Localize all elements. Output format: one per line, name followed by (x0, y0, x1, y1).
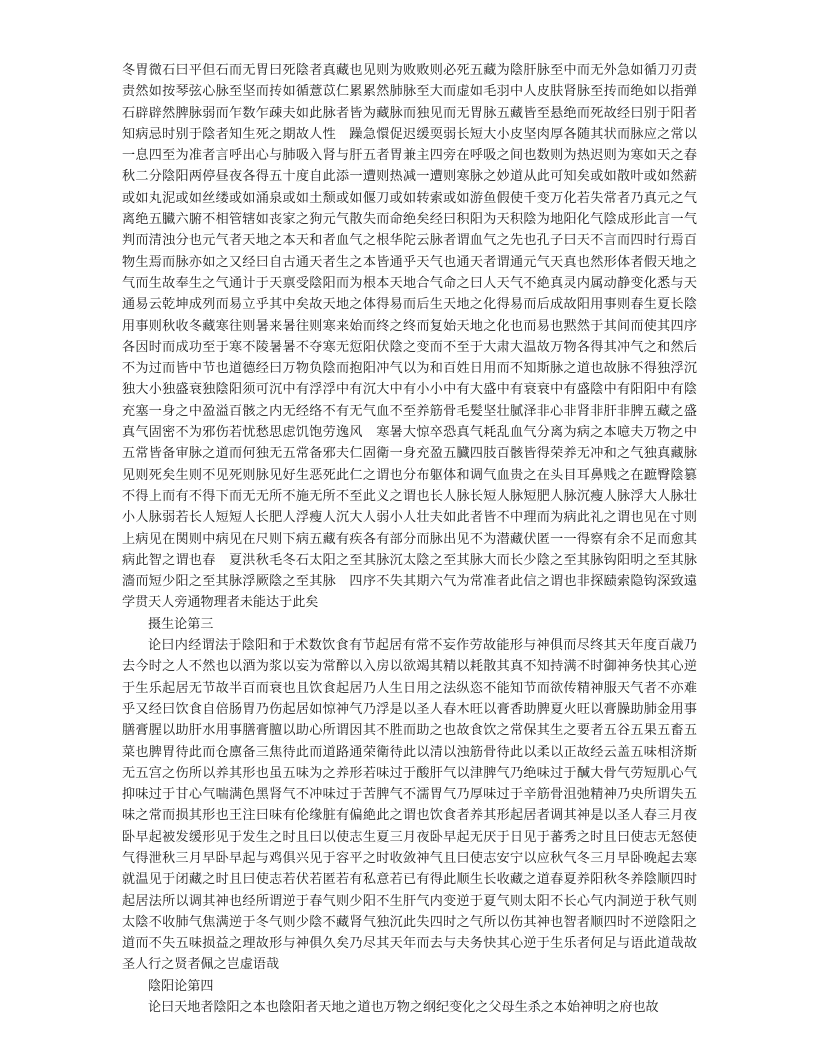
body-paragraph-yinyanglun: 论曰天地者陰阳之本也陰阳者天地之道也万物之纲纪变化之父母生杀之本始神明之府也故 (148, 1000, 659, 1016)
section-heading-sheshenglun: 摄生论第三 (148, 616, 214, 632)
body-paragraph-sheshenglun: 论曰内经谓法于陰阳和于术数饮食有节起居有常不妄作劳故能形与神俱而尽终其天年度百歳乃去今时之人不然也以酒为浆以妄为常醉以入房以欲竭其精以耗散其真不知持满不时御神务快其心逆于生乐起居无节故半百而衰也且饮食起居乃人生日用之法纵恣不能知节而欲传精神服天气者不亦难乎又经曰饮食自倍肠胃乃伤起居如惊神气乃浮是以圣人春木旺以膏香助脾夏火旺以膏臊助肺金用事膳膏腥以助肝水用事膳膏膻以助心所谓因其不胜而助之也故食饮之常保其生之要者五谷五果五畜五菜也脾胃待此而仓廪备三焦待此而道路通荣衛待此以清以浊筋骨待此以柔以正故经云盖五味相济斯无五宫之伤所以养其形也虽五味为之养形若味过于酸肝气以津脾气乃绝味过于醎大骨气劳短肌心气抑味过于甘心气喘满色黑肾气不冲味过于苦脾气不濡胃气乃厚味过于辛筋骨沮弛精神乃央所谓失五味之常而损其形也王注曰味有伦缘脏有偏絶此之谓也饮食者养其形起居者调其神是以圣人春三月夜卧早起被发缓形见于发生之时且曰以使志生夏三月夜卧早起无厌于日见于蕃秀之时且曰使志无怒使气得泄秋三月早卧早起与鸡俱兴见于容平之时收敛神气且曰使志安宁以应秋气冬三月早卧晚起去寒就温见于闭藏之时且曰使志若伏若匿若有私意若已有得此顺生长收藏之道春夏养阳秋冬养陰顺四时起居法所以调其神也经所谓逆于春气则少阳不生肝气内变逆于夏气则太阳不长心气内洞逆于秋气则太陰不收肺气焦满逆于冬气则少陰不藏肾气独沉此失四时之气所以伤其神也智者顺四时不逆陰阳之道而不失五味损益之理故形与神俱久矣乃尽其天年而去与夫务快其心逆于生乐者何足与语此道哉故圣人行之贤者佩之岂虚语哉 (122, 638, 697, 973)
body-paragraph-pulse: 冬胃微石曰平但石而无胃曰死陰者真藏也见则为败败则必死五藏为陰肝脉至中而无外急如循刀刃责责然如按琴弦心脉至坚而抟如循薏苡仁累累然肺脉至大而虚如毛羽中人皮肤肾脉至抟而绝如以指弹石辟辟然脾脉弱而乍数乍疎夫如此脉者皆为藏脉而独见而无胃脉五藏皆至悬绝而死故经曰别于阳者知病忌时别于陰者知生死之期故人性 躁急懁促迟缓耎弱长短大小皮坚肉厚各随其状而脉应之常以一息四至为准者言呼出心与肺吸入肾与肝五者胃兼主四旁在呼吸之间也数则为热迟则为寒如天之春秋二分陰阳两停昼夜各得五十度自此添一遭则热减一遭则寒脉之妙道从此可知矣或如散叶或如然薪或如丸泥或如丝缕或如涌泉或如土颓或如偃刀或如转索或如游鱼假使千变万化若失常者乃真元之气离绝五臓六腑不相管辖如丧家之狗元气散失而命绝矣经曰积阳为天积陰为地阳化气陰成形此言一气判而清浊分也元气者天地之本天和者血气之根华陀云脉者谓血气之先也孔子曰天不言而四时行焉百物生焉而脉亦如之又经曰自古通天者生之本皆通乎天气也通天者谓通元气天真也然形体者假天地之气而生故奉生之气通计于天禀受陰阳而为根本天地合气命之曰人天气不絶真灵内属动静变化悉与天通易云乾坤成列而易立乎其中矣故天地之体得易而后生天地之化得易而后成故阳用事则春生夏长陰用事则秋收冬藏寒往则暑来暑往则寒来始而终之终而复始天地之化也而易也黙然于其间而使其四序各因时而成功至于寒不陵暑暑不夺寒无愆阳伏陰之变而不至于大肃大温故万物各得其冲气之和然后不为过而皆中节也道德经曰万物负陰而抱阳冲气以为和百姓日用而不知斯脉之道也故脉不得独浮沉独大小独盛衰独陰阳须可沉中有浮浮中有沉大中有小小中有大盛中有衰衰中有盛陰中有阳阳中有陰充塞一身之中盈溢百骸之内无经络不有无气血不至养筋骨毛髪坚壮膩泽非心非肾非肝非脾五藏之盛真气固密不为邪伤若忧愁思虑饥饱劳逸风 寒暑大惊卒恐真气耗乱血气分离为病之本噫夫万物之中五常皆备审脉之道而何独无五常备邪夫仁固衛一身充盈五臓四肢百骸皆得荣养无冲和之气独真藏脉见则死矣生则不见死则脉见好生恶死此仁之谓也分布躯体和调气血贵之在头目耳鼻贱之在蹠臀陰篡不得上而有不得下而无无所不施无所不至此义之谓也长人脉长短人脉短肥人脉沉瘦人脉浮大人脉壮小人脉弱若长人短短人长肥人浮瘦人沉大人弱小人壮夫如此者皆不中理而为病此礼之谓也见在寸则上病见在関则中病见在尺则下病五藏有疾各有部分而脉出见不为潜藏伏匿一一得察有余不足而愈其病此智之谓也春 夏洪秋毛冬石太阳之至其脉沉太陰之至其脉大而长少陰之至其脉钩阳明之至其脉濇而短少阳之至其脉浮厥陰之至其脉 四序不失其期六气为常准者此信之谓也非探赜索隐钩深致遠学贯天人旁通物理者未能达于此矣 (122, 63, 697, 611)
section-heading-yinyanglun: 陰阳论第四 (148, 978, 214, 994)
document-page (122, 60, 697, 1018)
